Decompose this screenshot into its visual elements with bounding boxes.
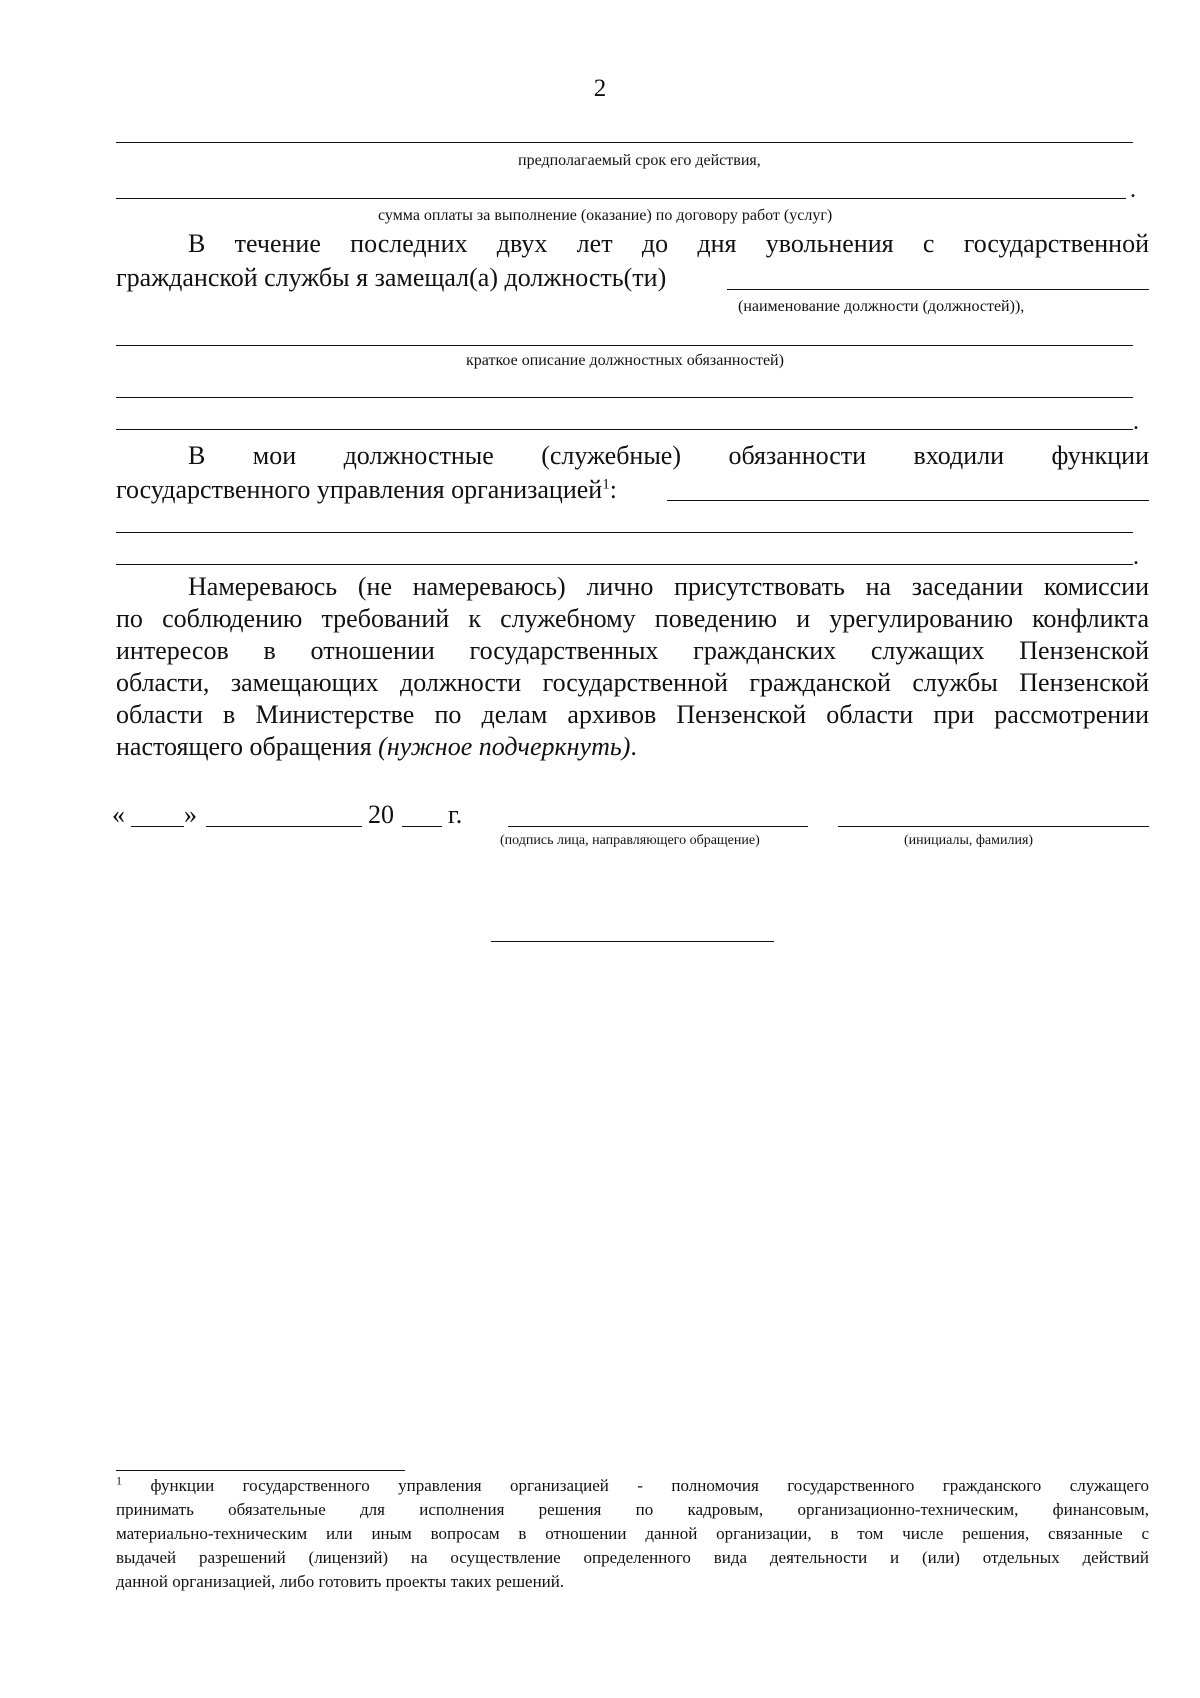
positions-paragraph-line-1: В течение последних двух лет до дня увольнения с государственной — [188, 229, 1149, 258]
underline-instruction: (нужное подчеркнуть) — [378, 732, 631, 761]
functions-paragraph-text: государственного управления организацией — [116, 475, 603, 504]
intent-paragraph-line-3: интересов в отношении государственных гражданских служащих Пензенской — [116, 636, 1149, 665]
day-field-line[interactable] — [131, 826, 184, 827]
footnote-line-2: принимать обязательные для исполнения решения по кадровым, организационно-техническим, финансовым, — [116, 1500, 1149, 1519]
functions-colon: : — [609, 475, 617, 504]
footnote-mark: 1 — [116, 1473, 122, 1488]
duties-field-line-3[interactable] — [116, 429, 1133, 430]
footnote-line-5: данной организацией, либо готовить проекты таких решений. — [116, 1572, 565, 1591]
intent-paragraph-line-4: области, замещающих должности государственной гражданской службы Пензенской — [116, 668, 1149, 697]
date-quote-close: » — [184, 800, 197, 829]
page-number: 2 — [593, 75, 607, 102]
intent-period: . — [630, 732, 637, 761]
positions-paragraph-line-2: гражданской службы я замещал(а) должность(ти) — [116, 263, 667, 292]
functions-paragraph-line-1: В мои должностные (служебные) обязанности входили функции — [188, 441, 1149, 470]
duties-period: . — [1133, 409, 1139, 435]
year-suffix: г. — [448, 800, 463, 829]
functions-field-line-3[interactable] — [116, 564, 1133, 565]
position-name-hint: (наименование должности (должностей)), — [738, 298, 1025, 315]
intent-paragraph-line-6 — [116, 731, 637, 763]
intent-paragraph-line-5: области в Министерстве по делам архивов Пензенской области при рассмотрении — [116, 700, 1149, 729]
intent-paragraph-line-2: по соблюдению требований к служебному поведению и урегулированию конфликта — [116, 604, 1149, 633]
payment-amount-field-line[interactable] — [116, 198, 1126, 199]
intent-paragraph-text: настоящего обращения — [116, 732, 379, 761]
duties-field-line-2[interactable] — [116, 397, 1133, 398]
footnote-separator — [116, 1470, 405, 1471]
validity-term-hint: предполагаемый срок его действия, — [518, 152, 761, 169]
footnote-line-4: выдачей разрешений (лицензий) на осуществление определенного вида деятельности и (или) отдельных действий — [116, 1548, 1149, 1567]
payment-amount-hint: сумма оплаты за выполнение (оказание) по договору работ (услуг) — [378, 207, 833, 224]
functions-period: . — [1133, 544, 1139, 570]
payment-amount-period: . — [1130, 177, 1136, 203]
date-quote-open: « — [112, 800, 125, 829]
signature-field-line[interactable] — [508, 826, 808, 827]
intent-paragraph-line-1: Намереваюсь (не намереваюсь) лично присутствовать на заседании комиссии — [188, 572, 1149, 601]
validity-term-field-line[interactable] — [116, 142, 1133, 143]
duties-description-hint: краткое описание должностных обязанностей) — [466, 352, 784, 369]
duties-field-line-1[interactable] — [116, 345, 1133, 346]
footnote-line-3: материально-техническим или иным вопросам в отношении данной организации, в том числе решения, связанные с — [116, 1524, 1149, 1543]
year-field-line[interactable] — [402, 826, 442, 827]
functions-field-line-2[interactable] — [116, 532, 1133, 533]
functions-paragraph-line-2 — [116, 474, 617, 506]
month-field-line[interactable] — [206, 826, 362, 827]
footnote-line-1 — [116, 1474, 1149, 1497]
functions-field-line-1[interactable] — [667, 500, 1149, 501]
footnote-line-1-text: функции государственного управления организацией - полномочия государственного гражданского служащего — [150, 1476, 1150, 1495]
year-prefix: 20 — [368, 800, 394, 829]
signature-hint: (подпись лица, направляющего обращение) — [500, 833, 760, 848]
footnote-reference-mark[interactable]: 1 — [602, 476, 610, 493]
position-name-field-line[interactable] — [727, 289, 1149, 290]
name-field-line[interactable] — [838, 826, 1149, 827]
closing-separator — [491, 941, 774, 942]
name-hint: (инициалы, фамилия) — [904, 833, 1034, 848]
